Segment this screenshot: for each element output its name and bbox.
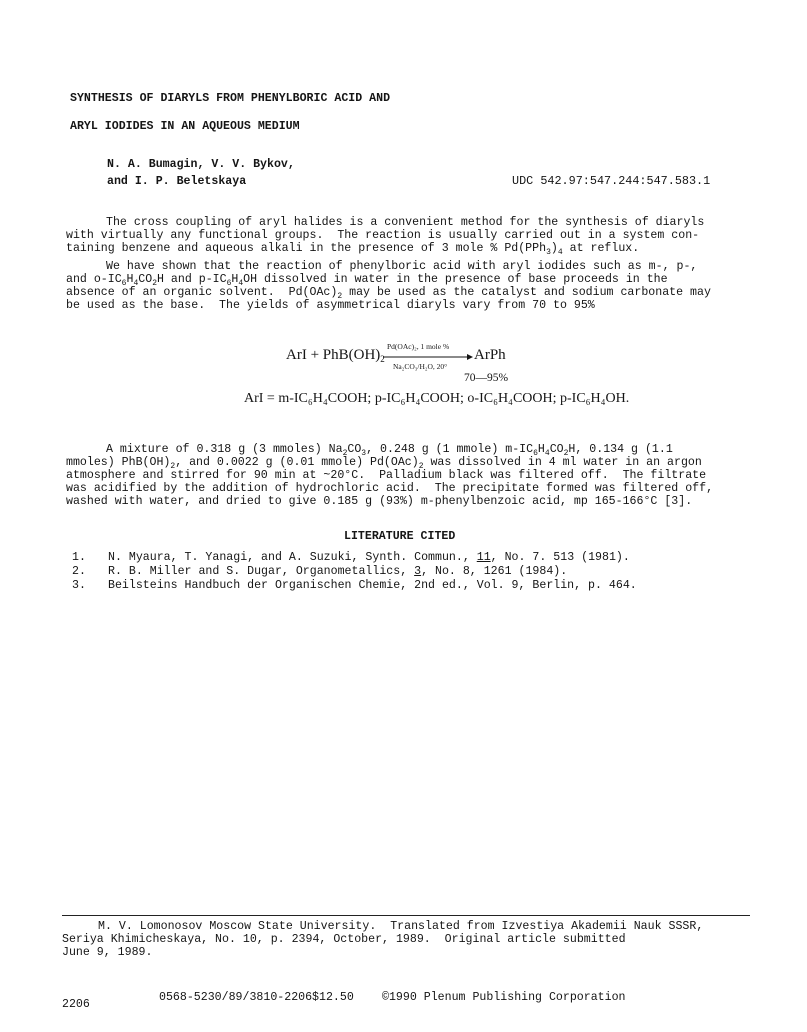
authors-line-1: N. A. Bumagin, V. V. Bykov, bbox=[107, 158, 295, 171]
scheme-reactants: ArI + $PhB(OH)_2$ bbox=[286, 347, 385, 364]
reference-number: 2. bbox=[72, 565, 86, 578]
article-code: 0568-5230/89/3810-2206$12.50 bbox=[159, 991, 354, 1004]
udc-code: UDC 542.97:547.244:547.583.1 bbox=[512, 174, 711, 188]
text-line: washed with water, and dried to give 0.185 g (93%) m-phenylbenzoic acid, mp 165-166°C [3]. bbox=[66, 495, 693, 508]
footnote-rule bbox=[62, 915, 750, 916]
scheme-catalyst-label: Pd(OAc)₂, 1 mole % bbox=[387, 342, 450, 351]
article-title-line-1: SYNTHESIS OF DIARYLS FROM PHENYLBORIC ACID AND bbox=[70, 92, 391, 105]
scheme-conditions-label: Na₂CO₃/H₂O, 20° bbox=[393, 362, 448, 371]
scheme-product: ArPh bbox=[474, 347, 506, 363]
reaction-arrow bbox=[383, 353, 473, 361]
literature-heading: LITERATURE CITED bbox=[344, 530, 456, 543]
text-line: was acidified by the addition of hydrochloric acid. The precipitate formed was filtered off, bbox=[66, 482, 714, 495]
text-line: June 9, 1989. bbox=[62, 946, 153, 959]
text-line: Seriya Khimicheskaya, No. 10, p. 2394, October, 1989. Original article submitted bbox=[62, 933, 626, 946]
text-line: taining benzene and aqueous alkali in the presence of 3 mole % $Pd(PPh_3)_4$ at reflux. bbox=[66, 242, 640, 257]
scheme-definition: ArI = m-IC₆H₄COOH; p-IC₆H₄COOH; o-IC₆H₄COOH; p-IC₆H₄OH. bbox=[244, 391, 630, 406]
text-line: mmoles) $PhB(OH)_2$, and 0.0022 g (0.01 mmole) $Pd(OAc)_2$ was dissolved in 4 ml water in an argon bbox=[66, 456, 702, 471]
reference-text: Beilsteins Handbuch der Organischen Chemie, 2nd ed., Vol. 9, Berlin, p. 464. bbox=[108, 579, 637, 592]
text-line: atmosphere and stirred for 90 min at ~20°C. Palladium black was filtered off. The filtrate bbox=[66, 469, 707, 482]
text-line: We have shown that the reaction of phenylboric acid with aryl iodides such as m-, p-, bbox=[106, 260, 698, 273]
text-line: The cross coupling of aryl halides is a convenient method for the synthesis of diaryls bbox=[106, 216, 705, 229]
reference-item bbox=[72, 579, 772, 594]
reference-number: 1. bbox=[72, 551, 86, 564]
reference-text: R. B. Miller and S. Dugar, Organometallics, 3, No. 8, 1261 (1984). bbox=[108, 565, 568, 578]
text-line: A mixture of 0.318 g (3 mmoles) $Na_2CO_3$, 0.248 g (1 mmole) $m-IC_6H_4CO_2H$, 0.134 g (1.1 bbox=[106, 443, 673, 458]
text-line: and $o-IC_6H_4CO_2H$ and $p-IC_6H_4OH$ dissolved in water in the presence of base proceeds in the bbox=[66, 273, 668, 288]
reference-item bbox=[72, 551, 772, 566]
text-line: with virtually any functional groups. The reaction is usually carried out in a system con- bbox=[66, 229, 700, 242]
reference-text: N. Myaura, T. Yanagi, and A. Suzuki, Synth. Commun., 11, No. 7. 513 (1981). bbox=[108, 551, 630, 564]
paragraph-experimental bbox=[66, 443, 713, 508]
copyright-notice: ©1990 Plenum Publishing Corporation bbox=[382, 991, 626, 1004]
text-line: be used as the base. The yields of asymmetrical diaryls vary from 70 to 95% bbox=[66, 299, 595, 312]
text-line: M. V. Lomonosov Moscow State University. Translated from Izvestiya Akademii Nauk SSSR, bbox=[98, 920, 704, 933]
authors-line-2: and I. P. Beletskaya bbox=[107, 175, 247, 188]
reaction-scheme bbox=[0, 0, 807, 420]
reference-number: 3. bbox=[72, 579, 86, 592]
scheme-yield: 70—95% bbox=[464, 372, 509, 384]
text-line: absence of an organic solvent. $Pd(OAc)_2$ may be used as the catalyst and sodium carbonate may bbox=[66, 286, 711, 301]
article-title-line-2: ARYL IODIDES IN AN AQUEOUS MEDIUM bbox=[70, 120, 300, 133]
reference-item bbox=[72, 565, 772, 580]
footnote bbox=[62, 920, 703, 959]
page-number: 2206 bbox=[62, 998, 90, 1011]
reference-list bbox=[72, 551, 772, 596]
